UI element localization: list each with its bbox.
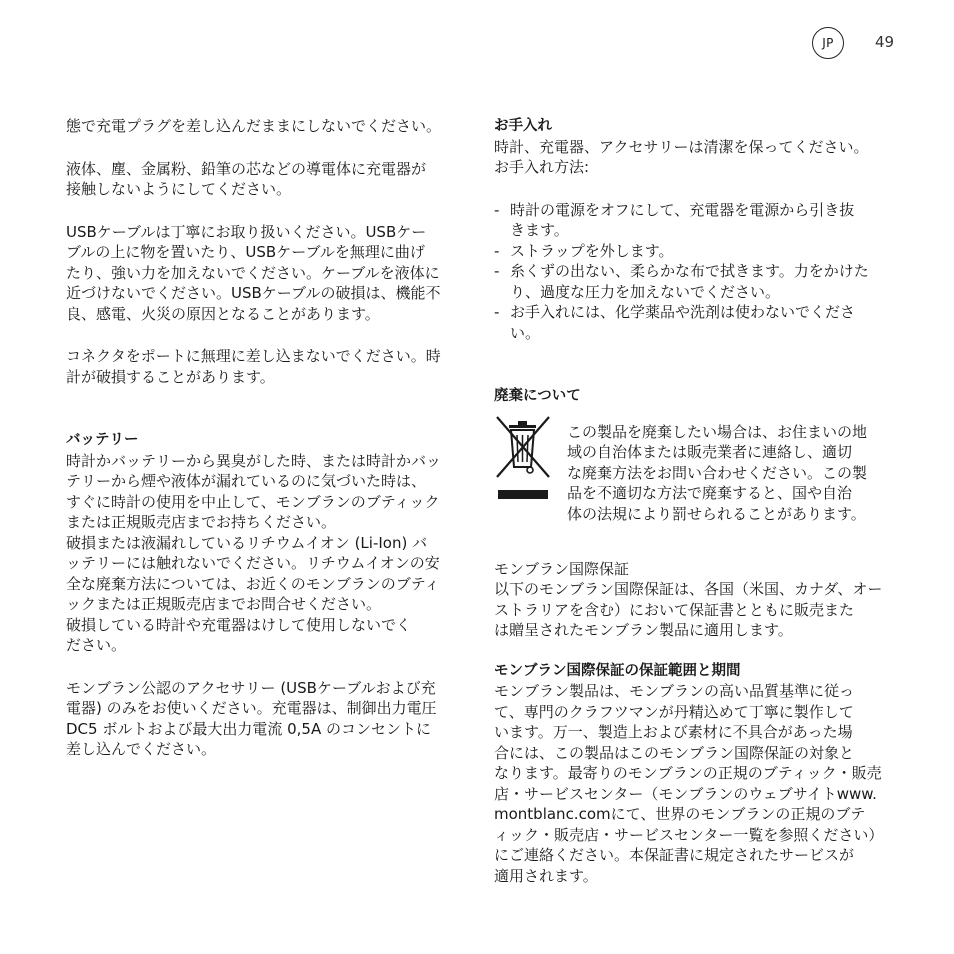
charging-plug-warning: 態で充電プラグを差し込んだままにしないでください。 — [66, 117, 442, 135]
left-column — [66, 116, 476, 760]
warranty-text: 以下のモンブラン国際保証は、各国（米国、カナダ、オー ストラリアを含む）において保証書とともに販売また は贈呈されたモンブラン製品に適用します。 — [494, 580, 883, 639]
battery-heading: バッテリー — [66, 432, 139, 448]
connector-warning: コネクタをポートに無理に差し込まないでください。時 計が破損することがあります。 — [66, 347, 441, 386]
care-intro: 時計、充電器、アクセサリーは清潔を保ってください。 お手入れ方法: — [494, 137, 869, 176]
care-step: - ストラップを外します。 — [494, 241, 896, 262]
care-step: - 糸くずの出ない、柔らかな布で拭きます。力をかけた り、過度な圧力を加えないでください。 — [494, 261, 896, 302]
conductive-material-warning: 液体、塵、金属粉、鉛筆の芯などの導電体に充電器が 接触しないようにしてください。 — [66, 159, 427, 198]
accessory-text: モンブラン公認のアクセサリー (USBケーブルおよび充 電器) のみをお使いください。充電器は、制御出力電圧 DC5 ボルトおよび最大出力電流 0,5A のコンセントに 差し込んでください。 — [66, 678, 437, 758]
warranty-title: モンブラン国際保証 — [494, 559, 630, 578]
care-steps-list — [494, 200, 896, 344]
care-step: - お手入れには、化学薬品や洗剤は使わないでくださ い。 — [494, 302, 896, 343]
disposal-section — [494, 407, 896, 523]
care-step: - 時計の電源をオフにして、充電器を電源から引き抜 きます。 — [494, 200, 896, 241]
language-badge — [812, 27, 844, 59]
battery-text: 時計かバッテリーから異臭がした時、または時計かバッ テリーから煙や液体が漏れているのに気づいた時は、 すぐに時計の使用を中止して、モンブランのブティック または正規販売店までお持ちください。 破損または液漏れしているリチウムイオン (Li-Ion) バ ッテリーには触れないでください。リチウムイオンの安 全な廃棄方法については、お近くのモンブランのブティ ックまたは正規販売店までお問合せください。 破損している時計や充電器はけして使用しないでく ださい。 — [66, 451, 442, 654]
page-number: 49 — [875, 33, 895, 51]
disposal-heading: 廃棄について — [494, 388, 581, 404]
usb-cable-warning: USBケーブルは丁寧にお取り扱いください。USBケー ブルの上に物を置いたり、USBケーブルを無理に曲げ たり、強い力を加えないでください。ケーブルを液体に 近づけないでください。USBケーブルの破損は、機能不 良、感電、火災の原因となることがあります。 — [66, 222, 441, 323]
language-code: JP — [822, 36, 834, 50]
warranty-scope-heading: モンブラン国際保証の保証範囲と期間 — [494, 662, 741, 679]
crossed-out-wheelie-bin-icon — [494, 411, 552, 501]
right-column — [494, 116, 896, 886]
care-heading: お手入れ — [494, 118, 552, 134]
warranty-scope-text: モンブラン製品は、モンブランの高い品質基準に従っ て、専門のクラフツマンが丹精込めて丁寧に製作して います。万一、製造上および素材に不具合があった場 合には、この製品はこのモンブラン国際保証の対象と なります。最寄りのモンブランの正規のブティック・販売 店・サービスセンター（モンブランのウェブサイトwww. montblanc.comにて、世界のモンブランの正規のブテ ィック・販売店・サービスセンター一覧を参照ください） にご連絡ください。本保証書に規定されたサービスが 適用されます。 — [494, 682, 884, 885]
disposal-text: この製品を廃棄したい場合は、お住まいの地 域の自治体または販売業者に連絡し、適切 な廃棄方法をお問い合わせください。この製 品を不適切な方法で廃棄すると、国や自治 体の法規により罰せられることがあります。 — [567, 422, 868, 523]
